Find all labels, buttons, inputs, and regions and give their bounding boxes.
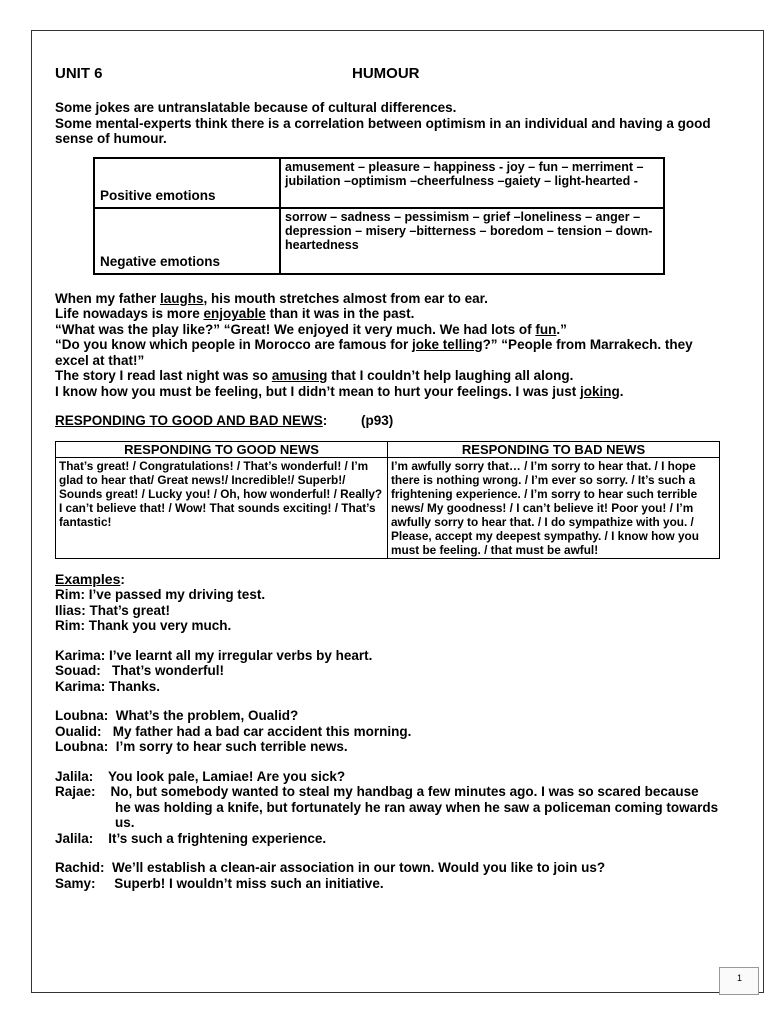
- dialogue-line: [55, 724, 720, 740]
- intro: [55, 100, 720, 147]
- dialogue-line: [55, 587, 720, 603]
- good-news-phrases: That’s great! / Congratulations! / That’s wonderful! / I’m glad to hear that/ Great news!/ Incredible!/ Superb!/ Sounds great! / Lucky you! / Oh, how wonderful! / Really? I can’t believe that! / Wow! That sounds exciting! / That’s fantastic!: [56, 457, 388, 558]
- speaker-name: Rim:: [55, 618, 85, 633]
- sentence: Life nowadays is more enjoyable than it was in the past.: [55, 306, 415, 321]
- speaker-name: Jalila:: [55, 768, 94, 784]
- dialogue-text: Thank you very much.: [85, 618, 232, 633]
- sentence: “What was the play like?” “Great! We enjoyed it very much. We had lots of fun.”: [55, 321, 567, 337]
- dialogue-line: [55, 860, 720, 876]
- page-reference: (p93): [361, 413, 394, 428]
- speaker-name: Karima:: [55, 678, 106, 694]
- good-news-header: RESPONDING TO GOOD NEWS: [56, 441, 388, 457]
- dialogue-text: What’s the problem, Oualid?: [108, 708, 299, 723]
- page-number: 1: [737, 973, 743, 983]
- dialogue-line: [55, 618, 720, 634]
- dialogue-text: No, but somebody wanted to steal my handbag a few minutes ago. I was so scared because: [95, 784, 699, 799]
- speaker-name: Samy:: [55, 875, 96, 891]
- intro-line: Some mental-experts think there is a correlation between optimism in an individual and having a good sense of humour.: [55, 115, 711, 146]
- speaker-name: Loubna:: [55, 739, 109, 754]
- dialogue-text: I’ve learnt all my irregular verbs by heart.: [105, 647, 373, 663]
- responding-heading: RESPONDING TO GOOD AND BAD NEWS: (p93): [55, 413, 394, 428]
- highlighted-word: enjoyable: [203, 306, 266, 321]
- speaker-name: Ilias:: [55, 602, 86, 618]
- dialogue-text: he was holding a knife, but fortunately he ran away when he saw a policeman coming towards us.: [115, 799, 722, 830]
- dialogue-text: I’ve passed my driving test.: [85, 587, 266, 602]
- responding-title: RESPONDING TO GOOD AND BAD NEWS: [55, 413, 323, 428]
- dialogues: [55, 587, 720, 891]
- dialogue-line: [55, 708, 720, 724]
- dialogue-text: My father had a bad car accident this morning.: [101, 723, 412, 739]
- dialogue-line: [55, 876, 720, 892]
- speaker-name: Loubna:: [55, 708, 109, 723]
- bad-news-phrases: I’m awfully sorry that… / I’m sorry to hear that. / I hope there is nothing wrong. / I’m ever so sorry. / It’s such a frightening experience. / I’m sorry to hear such terrible news/ My goodness! / I can’t believe it! Poor you! / I’m awfully sorry to hear that. / I do sympathize with you. / Please, accept my deepest sympathy. / I know how you must be feeling. / that must be awful!: [388, 457, 720, 558]
- sentence: “Do you know which people in Morocco are famous for joke telling?” “People from Marrakech. they excel at that!”: [55, 337, 693, 368]
- dialogue-line: [55, 800, 720, 831]
- intro-line: Some jokes are untranslatable because of cultural differences.: [55, 100, 457, 115]
- dialogue-text: Superb! I wouldn’t miss such an initiative.: [95, 875, 384, 891]
- speaker-name: Jalila:: [55, 830, 94, 846]
- speaker-name: Rajae:: [55, 784, 96, 799]
- dialogue-text: We’ll establish a clean-air association in our town. Would you like to join us?: [104, 860, 606, 875]
- dialogue-text: I’m sorry to hear such terrible news.: [108, 739, 348, 754]
- bad-news-header: RESPONDING TO BAD NEWS: [388, 441, 720, 457]
- dialogue-text: That’s great!: [85, 602, 171, 618]
- highlighted-word: fun: [535, 321, 557, 337]
- positive-label: Positive emotions: [94, 158, 280, 208]
- emotions-row-negative: [94, 208, 664, 274]
- page-number-box: [719, 967, 759, 995]
- dialogue-text: That’s wonderful!: [100, 663, 224, 678]
- dialogue-text: Thanks.: [105, 678, 161, 694]
- speaker-name: Oualid:: [55, 723, 102, 739]
- dialogue-text: It’s such a frightening experience.: [93, 830, 327, 846]
- unit-header: [55, 66, 720, 84]
- dialogue-text: You look pale, Lamiae! Are you sick?: [93, 768, 346, 784]
- dialogue-line: [55, 784, 720, 800]
- negative-label: Negative emotions: [94, 208, 280, 274]
- highlighted-word: joke telling: [412, 337, 483, 352]
- dialogue-line: [55, 769, 720, 785]
- speaker-name: Rachid:: [55, 860, 105, 875]
- example-sentences: [55, 291, 720, 400]
- dialogue-line: [55, 663, 720, 679]
- sentence: The story I read last night was so amusing that I couldn’t help laughing all along.: [55, 368, 574, 383]
- examples-section: [55, 572, 720, 892]
- dialogue-line: [55, 739, 720, 755]
- negative-words: sorrow – sadness – pessimism – grief –loneliness – anger – depression – misery –bitterness – boredom – tension – down-heartedness: [280, 208, 664, 274]
- dialogue-line: [55, 648, 720, 664]
- speaker-name: Souad:: [55, 663, 101, 678]
- unit-label: UNIT 6: [55, 65, 103, 82]
- highlighted-word: joking: [580, 383, 620, 399]
- sentence: When my father laughs, his mouth stretches almost from ear to ear.: [55, 290, 488, 306]
- positive-words: amusement – pleasure – happiness - joy – fun – merriment – jubilation –optimism –cheerfulness –gaiety – light-hearted -: [280, 158, 664, 208]
- sentence: I know how you must be feeling, but I didn’t mean to hurt your feelings. I was just joking.: [55, 383, 624, 399]
- dialogue-line: [55, 679, 720, 695]
- dialogue-line: [55, 831, 720, 847]
- unit-title: HUMOUR: [352, 65, 420, 82]
- dialogue-line: [55, 603, 720, 619]
- speaker-name: Karima:: [55, 647, 106, 663]
- speaker-name: Rim:: [55, 587, 85, 602]
- highlighted-word: amusing: [271, 368, 328, 383]
- responding-table: [55, 441, 720, 559]
- emotions-table: [93, 157, 665, 275]
- highlighted-word: laughs: [160, 290, 204, 306]
- emotions-row-positive: [94, 158, 664, 208]
- document-content: [55, 66, 720, 891]
- examples-heading: Examples:: [55, 570, 125, 587]
